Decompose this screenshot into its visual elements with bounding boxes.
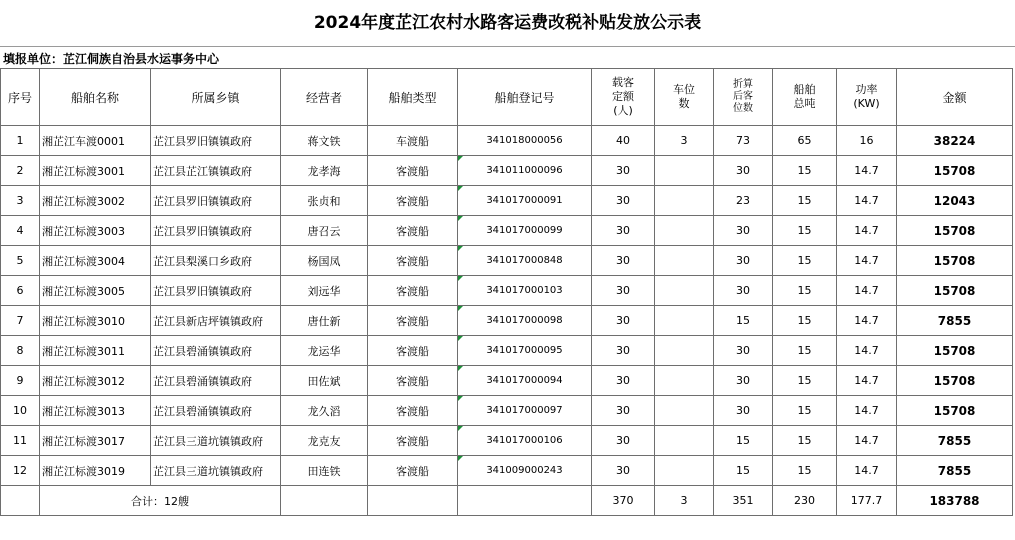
header-ship-type: 船舶类型 (368, 69, 458, 126)
cell-car (655, 366, 714, 396)
table-row (1, 156, 1013, 186)
cell-town: 芷江县罗旧镇镇政府 (151, 216, 281, 246)
cell-converted: 30 (714, 336, 773, 366)
table-row (1, 456, 1013, 486)
cell-town: 芷江县罗旧镇镇政府 (151, 186, 281, 216)
cell-seq: 2 (1, 156, 40, 186)
header-converted-seats (714, 69, 773, 126)
cell-tonnage: 15 (773, 366, 837, 396)
cell-converted: 73 (714, 126, 773, 156)
table-row (1, 246, 1013, 276)
cell-ship-name: 湘芷江标渡3002 (40, 186, 151, 216)
cell-tonnage: 15 (773, 276, 837, 306)
cell-capacity: 30 (592, 156, 655, 186)
table-row (1, 276, 1013, 306)
cell-amount: 15708 (897, 156, 1013, 186)
header-car-line2: 数 (678, 97, 690, 110)
cell-amount: 15708 (897, 336, 1013, 366)
cell-seq: 1 (1, 126, 40, 156)
cell-capacity: 30 (592, 246, 655, 276)
header-converted-line1: 折算 (733, 79, 753, 90)
cell-power: 14.7 (837, 246, 897, 276)
total-operator (281, 486, 368, 516)
cell-converted: 30 (714, 156, 773, 186)
cell-power: 14.7 (837, 456, 897, 486)
cell-power: 14.7 (837, 306, 897, 336)
total-capacity: 370 (592, 486, 655, 516)
cell-operator: 唐仕新 (281, 306, 368, 336)
subsidy-table (0, 68, 1013, 516)
cell-ship-type: 客渡船 (368, 186, 458, 216)
cell-power: 14.7 (837, 156, 897, 186)
cell-amount: 7855 (897, 456, 1013, 486)
cell-car (655, 246, 714, 276)
cell-amount: 38224 (897, 126, 1013, 156)
total-type (368, 486, 458, 516)
cell-operator: 杨国凤 (281, 246, 368, 276)
table-row (1, 216, 1013, 246)
cell-operator: 张贞和 (281, 186, 368, 216)
total-reg (458, 486, 592, 516)
cell-power: 14.7 (837, 186, 897, 216)
cell-car (655, 336, 714, 366)
header-power-line1: 功率 (855, 83, 878, 96)
cell-car (655, 306, 714, 336)
cell-seq: 8 (1, 336, 40, 366)
header-capacity (592, 69, 655, 126)
cell-capacity: 30 (592, 186, 655, 216)
cell-converted: 30 (714, 216, 773, 246)
cell-ship-type: 客渡船 (368, 156, 458, 186)
table-row (1, 126, 1013, 156)
cell-ship-name: 湘芷江标渡3001 (40, 156, 151, 186)
cell-operator: 龙孝海 (281, 156, 368, 186)
cell-seq: 7 (1, 306, 40, 336)
cell-operator: 刘远华 (281, 276, 368, 306)
cell-ship-type: 车渡船 (368, 126, 458, 156)
cell-registration: 341011000096 (458, 156, 592, 186)
cell-ship-name: 湘芷江标渡3010 (40, 306, 151, 336)
cell-tonnage: 15 (773, 186, 837, 216)
header-converted-line3: 位数 (733, 103, 753, 114)
total-amount: 183788 (897, 486, 1013, 516)
table-row (1, 306, 1013, 336)
cell-seq: 10 (1, 396, 40, 426)
header-power-line2: (KW) (853, 97, 880, 110)
cell-capacity: 30 (592, 426, 655, 456)
table-row (1, 426, 1013, 456)
header-tonnage-line1: 船舶 (793, 83, 816, 96)
cell-ship-name: 湘芷江标渡3003 (40, 216, 151, 246)
total-seq (1, 486, 40, 516)
cell-ship-name: 湘芷江标渡3011 (40, 336, 151, 366)
cell-operator: 龙久滔 (281, 396, 368, 426)
cell-amount: 15708 (897, 366, 1013, 396)
cell-car (655, 456, 714, 486)
cell-operator: 龙克友 (281, 426, 368, 456)
header-ship-name: 船舶名称 (40, 69, 151, 126)
cell-tonnage: 15 (773, 396, 837, 426)
cell-town: 芷江县芷江镇镇政府 (151, 156, 281, 186)
cell-ship-type: 客渡船 (368, 306, 458, 336)
cell-town: 芷江县碧涌镇镇政府 (151, 366, 281, 396)
cell-ship-name: 湘芷江标渡3017 (40, 426, 151, 456)
cell-town: 芷江县三道坑镇镇政府 (151, 426, 281, 456)
table-row (1, 336, 1013, 366)
cell-power: 14.7 (837, 426, 897, 456)
cell-amount: 7855 (897, 306, 1013, 336)
cell-ship-name: 湘芷江标渡3019 (40, 456, 151, 486)
cell-seq: 9 (1, 366, 40, 396)
cell-amount: 7855 (897, 426, 1013, 456)
cell-registration: 341009000243 (458, 456, 592, 486)
total-converted: 351 (714, 486, 773, 516)
header-tonnage-line2: 总吨 (793, 97, 816, 110)
header-car-line1: 车位 (673, 83, 695, 96)
cell-converted: 30 (714, 396, 773, 426)
total-label: 合计：12艘 (40, 486, 281, 516)
cell-car (655, 156, 714, 186)
cell-converted: 30 (714, 366, 773, 396)
cell-ship-name: 湘芷江车渡0001 (40, 126, 151, 156)
header-capacity-line2: 定额 (612, 90, 634, 103)
cell-tonnage: 15 (773, 156, 837, 186)
cell-seq: 5 (1, 246, 40, 276)
cell-operator: 田佐斌 (281, 366, 368, 396)
cell-ship-type: 客渡船 (368, 336, 458, 366)
header-town: 所属乡镇 (151, 69, 281, 126)
cell-tonnage: 15 (773, 456, 837, 486)
cell-power: 14.7 (837, 396, 897, 426)
cell-registration: 341017000091 (458, 186, 592, 216)
cell-amount: 15708 (897, 216, 1013, 246)
cell-power: 14.7 (837, 276, 897, 306)
cell-seq: 12 (1, 456, 40, 486)
cell-power: 14.7 (837, 336, 897, 366)
cell-tonnage: 15 (773, 246, 837, 276)
cell-registration: 341017000094 (458, 366, 592, 396)
cell-ship-name: 湘芷江标渡3004 (40, 246, 151, 276)
cell-car (655, 426, 714, 456)
total-power: 177.7 (837, 486, 897, 516)
cell-operator: 田连铁 (281, 456, 368, 486)
cell-seq: 3 (1, 186, 40, 216)
cell-town: 芷江县碧涌镇镇政府 (151, 336, 281, 366)
cell-ship-name: 湘芷江标渡3013 (40, 396, 151, 426)
header-seq: 序号 (1, 69, 40, 126)
cell-seq: 4 (1, 216, 40, 246)
cell-ship-type: 客渡船 (368, 396, 458, 426)
header-tonnage (773, 69, 837, 126)
cell-tonnage: 15 (773, 426, 837, 456)
cell-amount: 12043 (897, 186, 1013, 216)
cell-town: 芷江县罗旧镇镇政府 (151, 276, 281, 306)
cell-capacity: 30 (592, 366, 655, 396)
cell-power: 14.7 (837, 366, 897, 396)
cell-tonnage: 65 (773, 126, 837, 156)
cell-ship-type: 客渡船 (368, 366, 458, 396)
cell-ship-type: 客渡船 (368, 456, 458, 486)
cell-power: 14.7 (837, 216, 897, 246)
header-power (837, 69, 897, 126)
cell-capacity: 30 (592, 306, 655, 336)
cell-registration: 341017000099 (458, 216, 592, 246)
cell-town: 芷江县碧涌镇镇政府 (151, 396, 281, 426)
cell-capacity: 40 (592, 126, 655, 156)
cell-converted: 15 (714, 456, 773, 486)
cell-registration: 341017000848 (458, 246, 592, 276)
cell-registration: 341017000098 (458, 306, 592, 336)
table-row (1, 186, 1013, 216)
cell-registration: 341018000056 (458, 126, 592, 156)
cell-tonnage: 15 (773, 306, 837, 336)
cell-ship-name: 湘芷江标渡3012 (40, 366, 151, 396)
table-row (1, 396, 1013, 426)
cell-car (655, 216, 714, 246)
cell-tonnage: 15 (773, 216, 837, 246)
cell-ship-type: 客渡船 (368, 276, 458, 306)
total-tonnage: 230 (773, 486, 837, 516)
total-row (1, 486, 1013, 516)
cell-converted: 15 (714, 306, 773, 336)
cell-operator: 龙运华 (281, 336, 368, 366)
cell-registration: 341017000097 (458, 396, 592, 426)
cell-capacity: 30 (592, 456, 655, 486)
header-amount: 金额 (897, 69, 1013, 126)
cell-car: 3 (655, 126, 714, 156)
cell-converted: 30 (714, 276, 773, 306)
cell-power: 16 (837, 126, 897, 156)
header-operator: 经营者 (281, 69, 368, 126)
page-title: 2024年度芷江农村水路客运费改税补贴发放公示表 (0, 0, 1015, 47)
cell-ship-name: 湘芷江标渡3005 (40, 276, 151, 306)
cell-capacity: 30 (592, 336, 655, 366)
cell-town: 芷江县梨溪口乡政府 (151, 246, 281, 276)
header-capacity-line1: 载客 (612, 76, 634, 89)
cell-amount: 15708 (897, 276, 1013, 306)
cell-operator: 唐召云 (281, 216, 368, 246)
table-row (1, 366, 1013, 396)
cell-operator: 蒋文铁 (281, 126, 368, 156)
cell-seq: 11 (1, 426, 40, 456)
cell-registration: 341017000106 (458, 426, 592, 456)
cell-converted: 15 (714, 426, 773, 456)
cell-town: 芷江县罗旧镇镇政府 (151, 126, 281, 156)
header-row (1, 69, 1013, 126)
cell-converted: 23 (714, 186, 773, 216)
cell-ship-type: 客渡船 (368, 216, 458, 246)
cell-town: 芷江县新店坪镇镇政府 (151, 306, 281, 336)
total-car: 3 (655, 486, 714, 516)
cell-car (655, 186, 714, 216)
cell-capacity: 30 (592, 276, 655, 306)
cell-capacity: 30 (592, 396, 655, 426)
cell-registration: 341017000095 (458, 336, 592, 366)
cell-seq: 6 (1, 276, 40, 306)
header-converted-line2: 后客 (733, 91, 753, 102)
cell-converted: 30 (714, 246, 773, 276)
cell-capacity: 30 (592, 216, 655, 246)
cell-ship-type: 客渡船 (368, 426, 458, 456)
reporting-unit: 填报单位：芷江侗族自治县水运事务中心 (3, 52, 220, 66)
header-car-slots (655, 69, 714, 126)
cell-car (655, 276, 714, 306)
cell-car (655, 396, 714, 426)
header-capacity-line3: (人) (613, 104, 633, 117)
header-registration: 船舶登记号 (458, 69, 592, 126)
cell-registration: 341017000103 (458, 276, 592, 306)
cell-town: 芷江县三道坑镇镇政府 (151, 456, 281, 486)
cell-amount: 15708 (897, 396, 1013, 426)
cell-tonnage: 15 (773, 336, 837, 366)
cell-ship-type: 客渡船 (368, 246, 458, 276)
cell-amount: 15708 (897, 246, 1013, 276)
